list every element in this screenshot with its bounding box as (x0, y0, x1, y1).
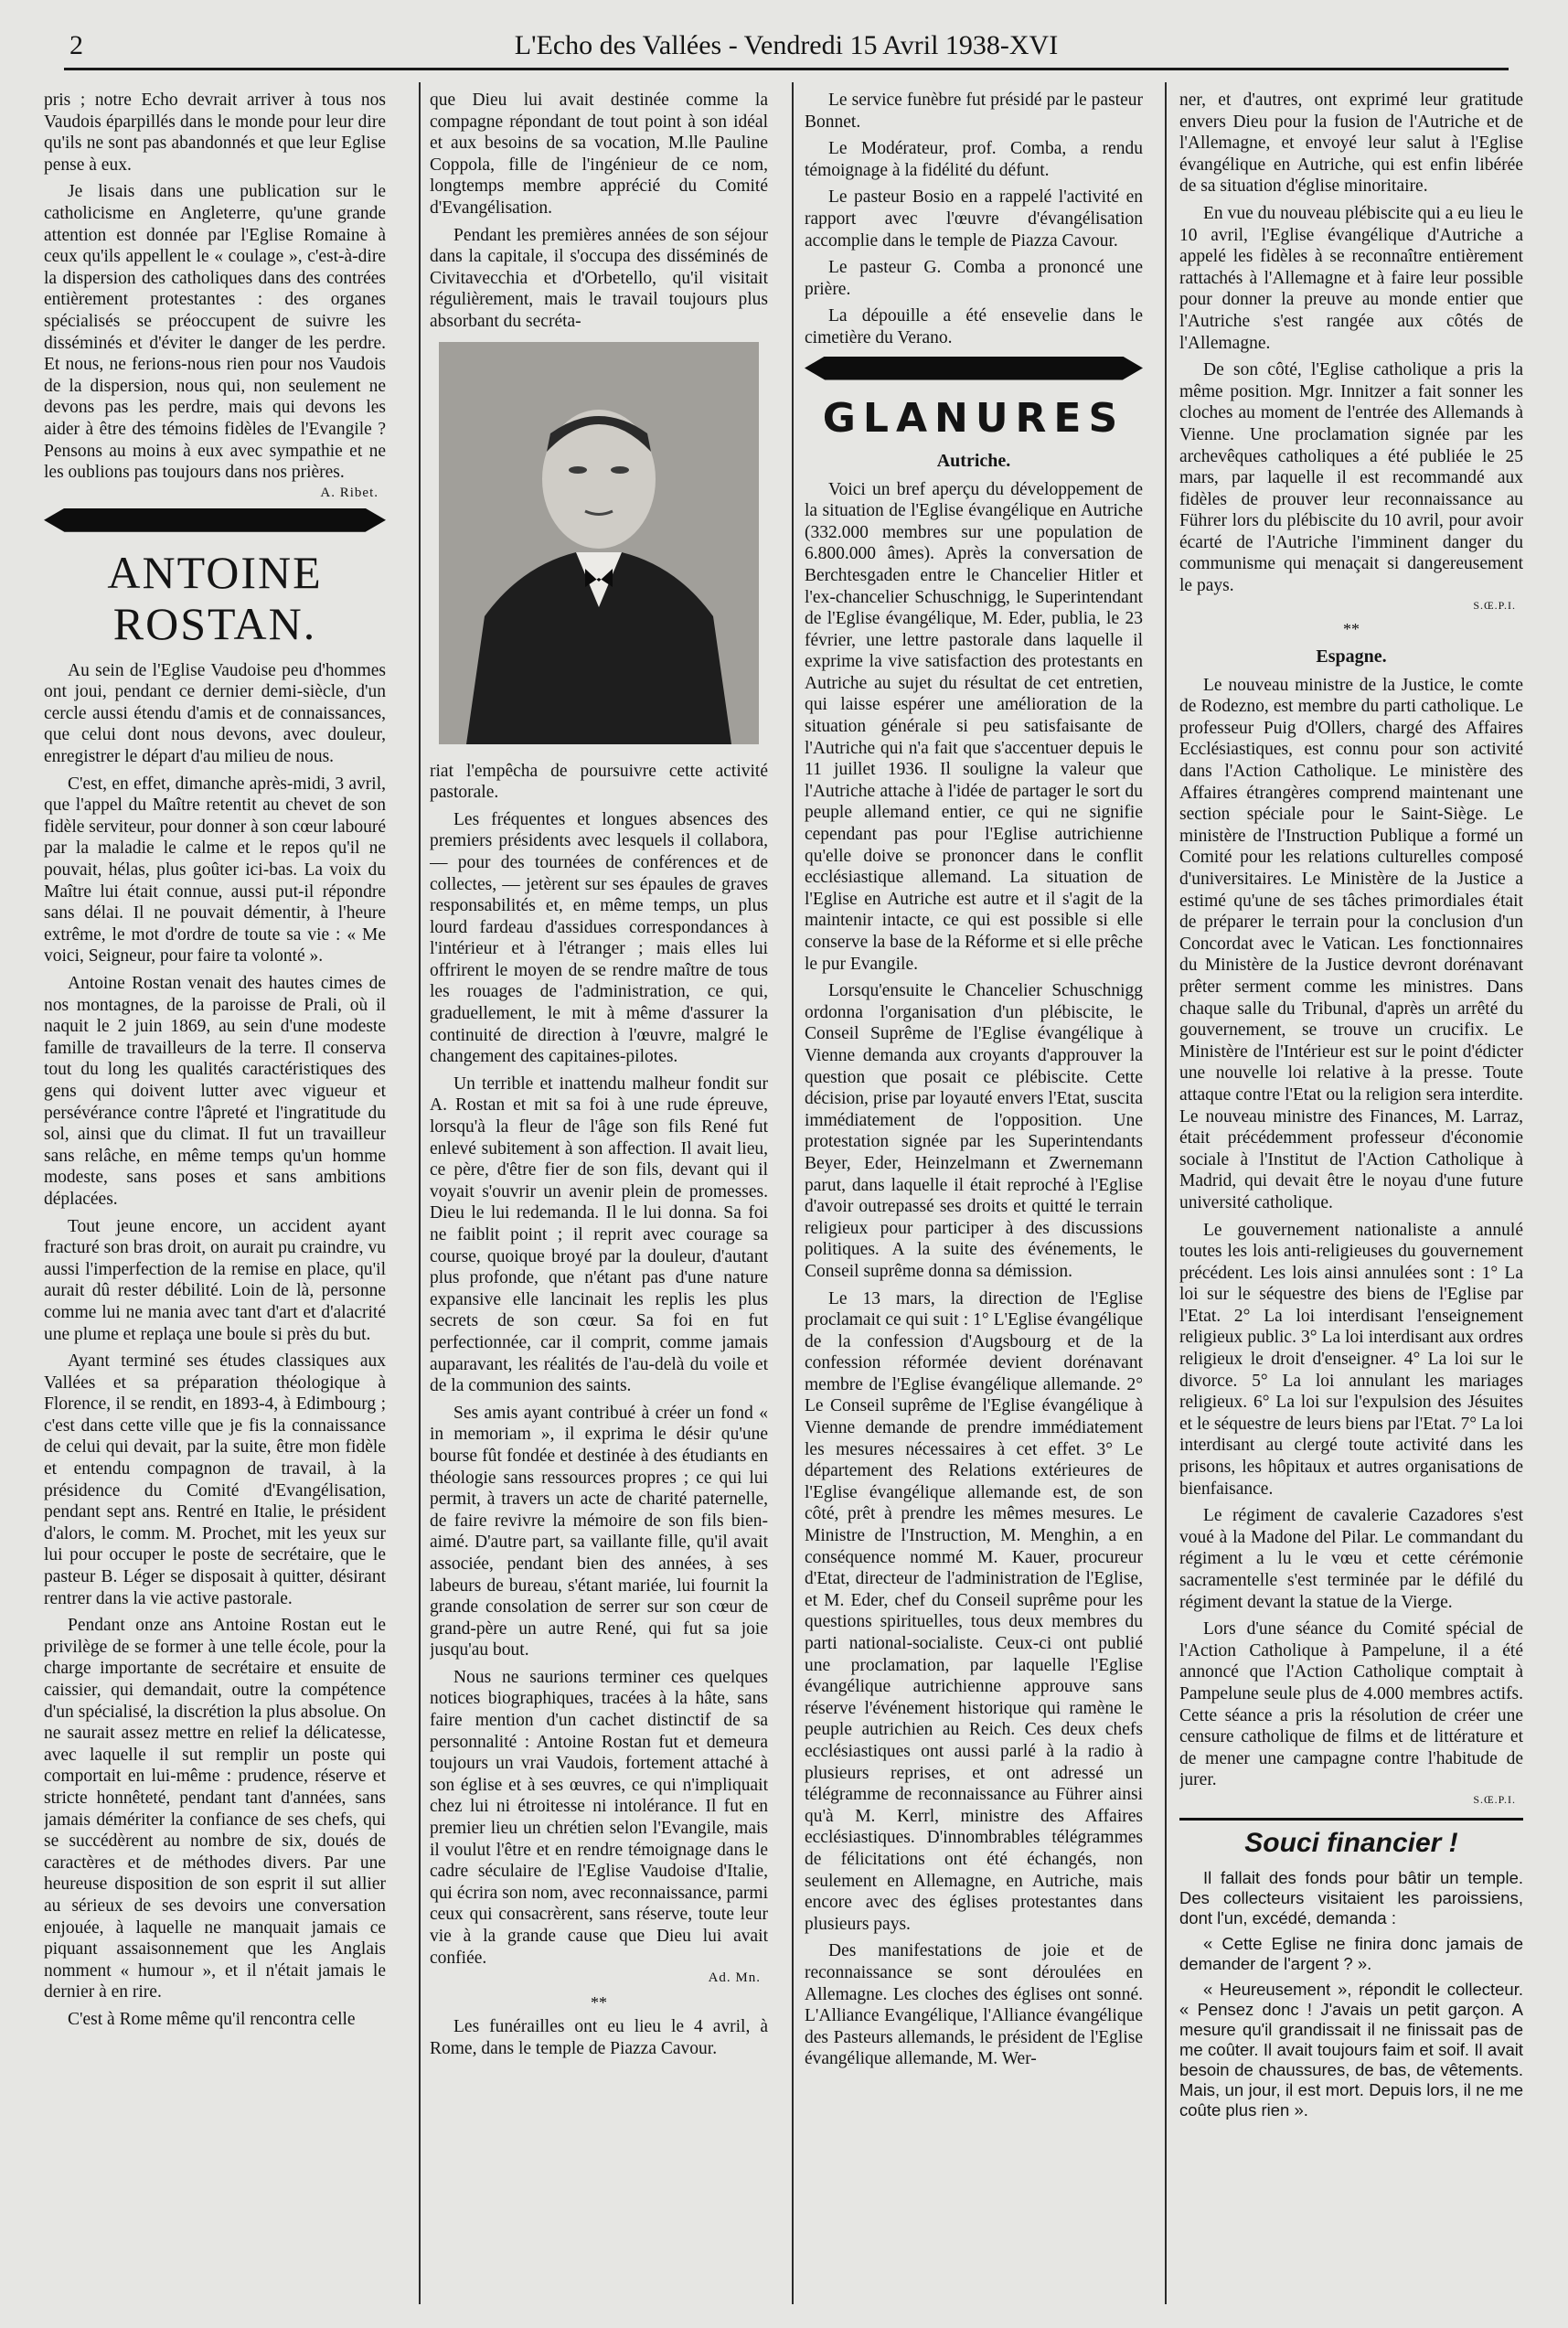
obituary-paragraph: Antoine Rostan venait des hautes cimes de nos montagnes, de la paroisse de Prali, où il naquit le 2 juin 1869, au sein d'une modeste famille de travailleurs de la terre. Il conserva tout du long les qualités caractéristiques des gens qui doivent lutter avec vigueur et persévérance contre l'âpreté et l'ingratitude du sol, ainsi que du climat. Il fut un travailleur sans relâche, en même temps qu'un homme modeste, sans poses et sans ambitions déplacées. (44, 974, 386, 1209)
article-paragraph: Le nouveau ministre de la Justice, le comte de Rodezno, est membre du parti catholique. Le professeur Puig d'Ollers, chargé des Affaires Ecclésiastiques, est connu pour son activité dans l'Action Catholique. Le ministère des Affaires étrangères comprend maintenant une section spéciale pour le Saint-Siège. Le ministère de l'Instruction Publique a formé un Comité pour les relations culturelles composé d'universitaires. Le Ministère de la Justice a estimé qu'une de ses tâches primordiales était de préparer le terrain pour la conclusion d'un Concordat avec le Vatican. Les fonctionnaires du Ministère de la Justice devront dorénavant prêter serment comme les ministres. Dans chaque salle du Tribunal, d'après un arrêté du gouvernement, se trouve un crucifix. Le Ministère de l'Intérieur est sur le point d'édicter une nouvelle loi relative à la presse. Toute attaque contre l'Etat ou la religion sera interdite. Le nouveau ministre des Finances, M. Larraz, était précédemment professeur d'économie sociale à l'Institut de l'Action Catholique à Madrid, qui devait être le noyau d'une future université catholique. (1179, 675, 1523, 1212)
subsection-heading: Espagne. (1316, 646, 1387, 667)
obituary-paragraph: Un terrible et inattendu malheur fondit sur A. Rostan et mit sa foi à une rude épreuve, lorsqu'à la fleur de l'âge son fils René fut enlevé subitement à son affection. Il avait lieu, ce père, d'être fier de son fils, devant qui il voyait s'ouvrir un avenir plein de promesses. Dieu le lui redemanda. Il le lui donna. Sa foi ne faiblit point ; il reprit avec courage sa course, quoique broyé par la douleur, d'autant plus profonde, que n'étant pas d'une nature expansive elle lancinait les replis les plus secrets de son cœur. Sa foi en fut perfectionnée, car il comprit, comme jamais auparavant, les réalités de l'au-delà du voile et de la communion des saints. (430, 1073, 768, 1396)
ornamental-bar (805, 357, 1143, 380)
source-credit: S.Œ.P.I. (1473, 1792, 1516, 1806)
funeral-paragraph: Le Modérateur, prof. Comba, a rendu témoignage à la fidélité du défunt. (805, 139, 1143, 180)
header-rule (64, 68, 1509, 70)
column-2 (430, 90, 768, 2321)
funeral-paragraph: La dépouille a été ensevelie dans le cimetière du Verano. (805, 306, 1143, 347)
separator-stars: ** (1343, 619, 1360, 638)
letter-signature: A. Ribet. (320, 485, 379, 500)
obituary-paragraph: Au sein de l'Eglise Vaudoise peu d'hommes ont joui, pendant ce dernier demi-siècle, d'un cercle aussi étendu d'amis et de connaissances, que celui dont nous devons, avec douleur, enregistrer le départ d'au milieu de nous. (44, 660, 386, 767)
column-divider (419, 82, 421, 2304)
box-title: Souci financier ! (1244, 1827, 1458, 1858)
obituary-paragraph: Tout jeune encore, un accident ayant fracturé son bras droit, on aurait pu craindre, vu aussi l'imperfection de la remise en place, qu'il aurait dû rester débilité. Loin de là, personne comme lui ne mania avec tant d'art et d'alacrité une plume et replaça une boule si près du but. (44, 1216, 386, 1344)
article-paragraph: En vue du nouveau plébiscite qui a eu lieu le 10 avril, l'Eglise évangélique d'Autriche a appelé les fidèles à se reconnaître entièrement rattachés à l'Allemagne et à faire leur possible pour donner la preuve au monde entier que l'Autriche s'est rangée aux côtés de l'Allemagne. (1179, 203, 1523, 353)
newspaper-title: L'Echo des Vallées - Vendredi 15 Avril 1938-XVI (514, 30, 1059, 60)
obituary-paragraph: Pendant les premières années de son séjour dans la capitale, il s'occupa des disséminés de Civitavecchia et d'Orbetello, qu'il visitait régulièrement, mais le travail toujours plus absorbant du secréta- (430, 225, 768, 331)
funeral-paragraph: Le pasteur G. Comba a prononcé une prière. (805, 258, 1143, 299)
subsection-heading: Autriche. (936, 450, 1011, 471)
funeral-paragraph: Le pasteur Bosio en a rappelé l'activité en rapport avec l'œuvre d'évangélisation accomplie dans le temple de Piazza Cavour. (805, 187, 1143, 251)
obituary-signature: Ad. Mn. (708, 1970, 761, 1986)
obituary-paragraph: riat l'empêcha de poursuivre cette activité pastorale. (430, 761, 768, 803)
portrait-illustration (439, 342, 759, 744)
box-rule (1179, 1818, 1523, 1821)
article-paragraph: Voici un bref aperçu du développement de la situation de l'Eglise évangélique en Autriche (332.000 membres sur une population de 6.800.000 âmes). Après la conversation de Berchtesgaden entre le Chancelier Hitler et l'ex-chancelier Schuschnigg, le Superintendant de l'Eglise évangélique, M. Eder, publia, le 23 février, une lettre pastorale dans laquelle il exprime la vive satisfaction des protestants en Autriche au sujet du résultat de cet entretien, qui laisse espérer une amélioration de la situation générale si peu satisfaisante de l'Autriche qui n'a fait que s'accentuer depuis le 11 juillet 1936. Il souligne la valeur que l'Autriche attache à l'idée de partager le sort du peuple allemand entier, ce qui ne signifie cependant pas pour l'Eglise autrichienne qu'elle doive se prononcer dans le conflit ecclésiastique allemand. La situation de l'Eglise en Autriche est autre et il s'agit de la maintenir intacte, ce qui est possible si elle conserve la base de la Réforme et si elle prêche le pur Evangile. (805, 479, 1143, 974)
obituary-paragraph: Ayant terminé ses études classiques aux Vallées et sa préparation théologique à Florence, il se rendit, en 1893-4, à Edimbourg ; c'est dans cette ville que je fis la connaissance de celui qui devait, par la suite, être mon fidèle et entendu compagnon de travail, à la présidence du Comité d'Evangélisation, pendant sept ans. Rentré en Italie, le président d'alors, le comm. M. Prochet, mit les yeux sur lui pour occuper le poste de secrétaire, que le pasteur B. Léger se disposait à quitter, désirant rentrer dans la vie active pastorale. (44, 1351, 386, 1608)
article-paragraph: Le gouvernement nationaliste a annulé toutes les lois anti-religieuses du gouvernement précédent. Les lois ainsi annulées sont : 1° La loi sur le séquestre des biens de l'Eglise par l'Etat. 2° La loi interdisant l'enseignement religieux public. 3° La loi interdisant aux ordres religieux le droit d'enseigner. 4° La loi sur le divorce. 5° La loi annulant les mariages religieux. 6° La loi sur l'expulsion des Jésuites et le séquestre de leurs biens par l'Etat. 7° La loi interdisant au clergé toute activité dans les prisons, les hôpitaux et autres organisations de bienfaisance. (1179, 1220, 1523, 1499)
box-paragraph: Il fallait des fonds pour bâtir un temple. Des collecteurs visitaient les paroissiens, dont l'un, excédé, demanda : (1179, 1867, 1523, 1928)
obituary-title: ANTOINE ROSTAN. (107, 546, 323, 649)
funeral-paragraph: Le service funèbre fut présidé par le pasteur Bonnet. (805, 91, 1143, 132)
article-paragraph: Lorsqu'ensuite le Chancelier Schuschnigg ordonna l'organisation d'un plébiscite, le Conseil Suprême de l'Eglise évangélique à Vienne demanda aux croyants d'approuver la question que posait ce plébiscite. Cette décision, prise par loyauté envers l'Etat, suscita immédiatement de l'opposition. Une protestation signée par les Superintendants Beyer, Eder, Heinzelmann et Zwernemann parut, dans laquelle il était reproché à l'Eglise d'avoir outrepassé ses droits et quitté le terrain religieux pour participer à des discussions politiques. A la suite des événements, le Conseil suprême donna sa démission. (805, 981, 1143, 1281)
obituary-paragraph: C'est, en effet, dimanche après-midi, 3 avril, que l'appel du Maître retentit au chevet de son fidèle serviteur, pour donner à son cœur labouré par la maladie le calme et le repos qu'il ne pouvait, hélas, plus goûter ici-bas. La voix du Maître lui était connue, aussi put-il répondre sans délai. Il ne pouvait démentir, à l'heure extrême, le mot d'ordre de toute sa vie : « Me voici, Seigneur, pour faire ta volonté ». (44, 774, 386, 966)
portrait-photo (439, 342, 759, 744)
letter-paragraph: pris ; notre Echo devrait arriver à tous nos Vaudois éparpillés dans le monde pour leur dire qu'ils ne sont pas abandonnés et que leur Eglise pense à eux. (44, 91, 386, 175)
page-number: 2 (69, 30, 83, 60)
obituary-paragraph: Pendant onze ans Antoine Rostan eut le privilège de se former à une telle école, pour la charge importante de secrétaire et ensuite de caissier, qui demandait, outre la compétence d'un spécialisé, la discrétion la plus absolue. On ne saurait assez mettre en relief la délicatesse, avec laquelle il sut remplir un poste qui comportait en lui-même : prudence, réserve et stricte honnêteté, pendant tant d'années, sans jamais démériter la confiance de ses chefs, qui se succédèrent au nombre de six, doués de caractères et de méthodes divers. Par une heureuse disposition de son esprit il sut allier au sérieux de ses devoirs une conversation enjouée, à laquelle ne manquait jamais ce piquant assaisonnement que les Anglais nomment « humour », et il n'était jamais le dernier à en rire. (44, 1616, 386, 2002)
obituary-paragraph: que Dieu lui avait destinée comme la compagne répondant de tout point à son idéal et aux besoins de sa vocation, M.lle Pauline Coppola, fille de l'ingénieur de ce nom, longtemps membre apprécié du Comité d'Evangélisation. (430, 91, 768, 218)
source-credit: S.Œ.P.I. (1473, 598, 1516, 612)
ornamental-bar (44, 508, 386, 532)
article-paragraph: Le régiment de cavalerie Cazadores s'est voué à la Madone del Pilar. Le commandant du régiment a lu le vœu et cette cérémonie sacramentelle s'est terminée par le défilé du régiment devant la statue de la Vierge. (1179, 1506, 1523, 1612)
column-divider (792, 82, 794, 2304)
column-1 (44, 90, 386, 2321)
obituary-paragraph: Les fréquentes et longues absences des premiers présidents avec lesquels il collabora, — pour des tournées de conférences et de collectes, — jetèrent sur ses épaules de graves responsabilités et, en même temps, un plus lourd fardeau d'assidues correspondances à l'intérieur et à l'étranger ; mais elles lui offrirent le moyen de se rendre maître de tous les rouages de l'administration, ce qui, graduellement, le mit à même d'assurer la continuité de direction à l'œuvre, malgré le changement des capitaines-pilotes. (430, 809, 768, 1067)
column-3 (805, 90, 1143, 2321)
article-paragraph: ner, et d'autres, ont exprimé leur gratitude envers Dieu pour la fusion de l'Autriche et de l'Allemagne, et envoyé leur salut à l'Eglise évangélique en Autriche, qui est enfin libérée de sa situation d'église minoritaire. (1179, 91, 1523, 197)
article-paragraph: De son côté, l'Eglise catholique a pris la même position. Mgr. Innitzer a fait sonner les cloches au moment de l'entrée des Allemands à Vienne. Une proclamation signée par les archevêques catholiques a été publiée le 25 mars, par laquelle il est recommandé aux fidèles de prouver leur reconnaissance au Führer lors du plébiscite du 10 avril, pour avoir écarté de l'Autriche l'imminent danger du communisme qui menaçait si dangereusement le pays. (1179, 360, 1523, 596)
obituary-paragraph: Ses amis ayant contribué à créer un fond « in memoriam », il exprima le désir qu'une bourse fût fondée et destinée à des étudiants en théologie sans ressources propres ; ce qui lui permit, à travers un acte de charité paternelle, de faire revivre la mémoire de son fils bien-aimé. D'autre part, sa vaillante fille, qu'il avait associée, pendant bien des années, à ses labeurs de bureau, s'étant mariée, lui fournit la grande consolation de serrer sur son cœur de grand-père un autre René, qui fut sa joie jusqu'au bout. (430, 1403, 768, 1661)
section-title: GLANURES (822, 394, 1125, 442)
article-paragraph: Lors d'une séance du Comité spécial de l'Action Catholique à Pampelune, il a été annoncé que l'Action Catholique comptait à Pampelune seule plus de 4.000 membres actifs. Cette séance a pris la résolution de créer une censure catholique de films et de littérature et de mener une campagne contre l'habitude de jurer. (1179, 1619, 1523, 1790)
separator-stars: ** (591, 1993, 607, 2013)
letter-paragraph: Je lisais dans une publication sur le catholicisme en Angleterre, qu'une grande attention est donnée par l'Eglise Romaine à ceux qu'ils appellent le « coulage », c'est-à-dire la dispersion des catholiques dans des contrées entièrement protestantes : des organes spécialisés se préoccupent de suivre les disséminés et d'éviter le danger de les perdre. Et nous, ne ferions-nous rien pour nos Vaudois de la dispersion, nous qui, non seulement ne devons pas les perdre, mais qui devons les aider à être des témoins fidèles de l'Evangile ? Pensons au moins à eux avec sympathie et ne les oublions pas toujours dans nos prières. (44, 182, 386, 483)
column-4 (1179, 90, 1523, 2321)
article-paragraph: Le 13 mars, la direction de l'Eglise proclamait ce qui suit : 1° L'Eglise évangélique de la confession d'Augsbourg et de la confession réformée devient dorénavant membre de l'Eglise évangélique allemande. 2° Le Conseil suprême de l'Eglise évangélique à Vienne demande de prendre immédiatement les mesures nécessaires à cet effet. 3° Le département des Relations extérieures de l'Eglise évangélique allemande est, de son côté, prêt à prendre les mêmes mesures. Le Ministre de l'Instruction, M. Menghin, a en conséquence nommé M. Kauer, procureur d'Etat, directeur de l'administration de l'Eglise, et M. Eder, chef du Conseil suprême pour les questions spirituelles, tous deux membres du parti national-socialiste. Ceux-ci ont publié une proclamation, par laquelle l'Eglise évangélique autrichienne approuve sans réserve l'événement historique qui ramène le peuple autrichien au Reich. Ces deux chefs ecclésiastiques ont aussi parlé à la radio à plusieurs reprises, et ont adressé un télégramme de reconnaissance au Führer ainsi qu'à M. Kerrl, ministre des Affaires ecclésiastiques. D'innombrables télégrammes de félicitations ont été échangés, non seulement en Allemagne, en Autriche, mais encore avec des églises protestantes dans plusieurs pays. (805, 1288, 1143, 1934)
obituary-paragraph: C'est à Rome même qu'il rencontra celle (68, 2009, 356, 2029)
article-paragraph: Des manifestations de joie et de reconnaissance se sont déroulées en Allemagne. Les cloches des églises ont sonné. L'Alliance Evangélique, l'Alliance évangélique des Pasteurs allemands, le président de l'Eglise évangélique allemande, M. Wer- (805, 1941, 1143, 2069)
box-paragraph: « Heureusement », répondit le collecteur. « Pensez donc ! J'avais un petit garçon. A mesure qu'il grandissait il ne finissait pas de me coûter. Il avait toujours faim et soif. Il avait besoin de chaussures, de bas, de vêtements. Mais, un jour, il est mort. Depuis lors, il ne me coûte plus rien ». (1179, 1979, 1523, 2120)
funeral-paragraph: Les funérailles ont eu lieu le 4 avril, à Rome, dans le temple de Piazza Cavour. (430, 2017, 768, 2058)
box-paragraph: « Cette Eglise ne finira donc jamais de demander de l'argent ? ». (1179, 1933, 1523, 1973)
column-divider (1165, 82, 1167, 2304)
obituary-paragraph: Nous ne saurions terminer ces quelques notices biographiques, tracées à la hâte, sans faire mention d'un cachet distinctif de sa personnalité : Antoine Rostan fut et demeura toujours un vrai Vaudois, fortement attaché à son église et à ses œuvres, ce qui n'impliquait chez lui ni étroitesse ni intolérance. Il fut en premier lieu un chrétien selon l'Evangile, mais il voulut l'être et en rendre témoignage dans le cadre séculaire de l'Eglise Vaudoise d'Italie, qui écrira son nom, avec reconnaissance, parmi ceux qui consacrèrent, sans réserve, toute leur vie à la grande cause que Dieu lui avait confiée. (430, 1667, 768, 1968)
masthead (64, 27, 1509, 64)
